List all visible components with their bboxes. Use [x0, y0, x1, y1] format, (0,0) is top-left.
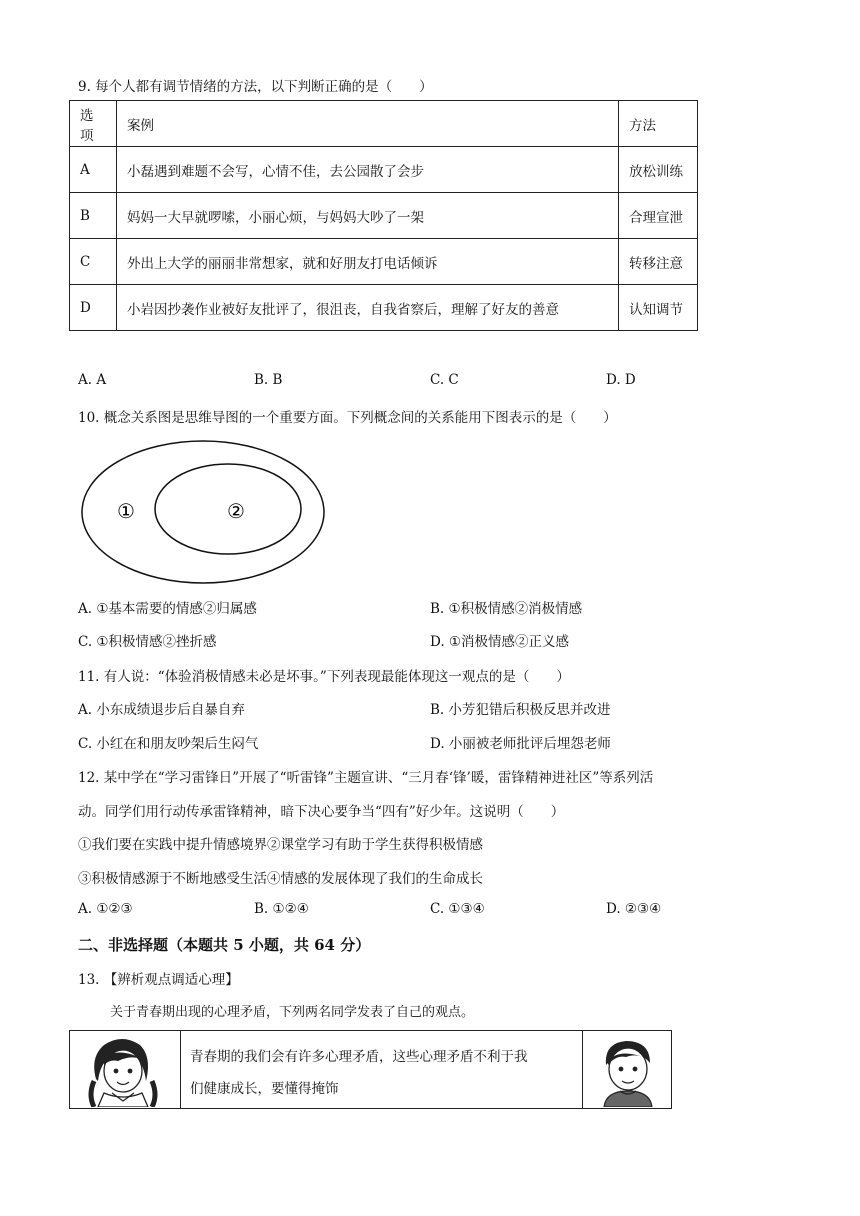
- outer-label: ①: [117, 499, 135, 523]
- table-header-cell: 案例: [117, 101, 619, 147]
- table-cell: C: [70, 239, 117, 285]
- inner-label: ②: [227, 499, 245, 523]
- table-header-cell: 选项: [70, 101, 117, 147]
- q9-option-a: A. A: [78, 372, 107, 388]
- table-cell: 转移注意: [619, 239, 698, 285]
- table-row: [70, 147, 698, 193]
- boy-student-illustration: [590, 1035, 666, 1107]
- section-heading: 二、非选择题（本题共 5 小题，共 64 分）: [78, 936, 371, 954]
- table-header-row: [70, 101, 698, 147]
- q9-option-c: C. C: [430, 372, 459, 388]
- q10-option-a: A. ①基本需要的情感②归属感: [78, 601, 257, 617]
- q12-option-a: A. ①②③: [78, 901, 133, 917]
- q12-stem-line1: 12. 某中学在“学习雷锋日”开展了“听雷锋”主题宣讲、“三月春‘锋’暖，雷锋精神进社区”等系列活: [78, 770, 654, 786]
- speech-line-1: 青春期的我们会有许多心理矛盾，这些心理矛盾不利于我: [190, 1049, 528, 1065]
- table-cell: B: [70, 193, 117, 239]
- q11-option-b: B. 小芳犯错后积极反思并改进: [430, 702, 611, 718]
- q12-stem-line2: 动。同学们用行动传承雷锋精神，暗下决心要争当“四有”好少年。这说明（ ）: [78, 804, 565, 820]
- table-cell: 放松训练: [619, 147, 698, 193]
- q9-stem: 9. 每个人都有调节情绪的方法，以下判断正确的是（ ）: [78, 79, 433, 95]
- girl-student-illustration: [84, 1035, 162, 1107]
- table-row: [70, 239, 698, 285]
- table-cell: A: [70, 147, 117, 193]
- table-cell: 小岩因抄袭作业被好友批评了，很沮丧，自我省察后，理解了好友的善意: [117, 285, 619, 331]
- q12-statement1: ①我们要在实践中提升情感境界②课堂学习有助于学生获得积极情感: [78, 837, 483, 853]
- q11-stem: 11. 有人说：“体验消极情感未必是坏事。”下列表现最能体现这一观点的是（ ）: [78, 669, 570, 685]
- table-row: [70, 285, 698, 331]
- speech-line-2: 们健康成长，要懂得掩饰: [190, 1081, 339, 1097]
- table-cell: 妈妈一大早就啰嗦，小丽心烦，与妈妈大吵了一架: [117, 193, 619, 239]
- q11-option-a: A. 小东成绩退步后自暴自弃: [78, 702, 245, 718]
- q10-option-c: C. ①积极情感②挫折感: [78, 634, 217, 650]
- table-cell: 外出上大学的丽丽非常想家，就和好朋友打电话倾诉: [117, 239, 619, 285]
- table-cell: D: [70, 285, 117, 331]
- table-header-cell: 方法: [619, 101, 698, 147]
- q11-option-d: D. 小丽被老师批评后埋怨老师: [430, 736, 611, 752]
- q12-statement2: ③积极情感源于不断地感受生活④情感的发展体现了我们的生命成长: [78, 871, 483, 887]
- q12-option-d: D. ②③④: [606, 901, 662, 917]
- q12-option-b: B. ①②④: [254, 901, 309, 917]
- q13-title: 13. 【辨析观点调适心理】: [78, 972, 239, 988]
- table-row: [70, 193, 698, 239]
- table-cell: 小磊遇到难题不会写，心情不佳，去公园散了会步: [117, 147, 619, 193]
- table-cell: 认知调节: [619, 285, 698, 331]
- q9-option-b: B. B: [254, 372, 283, 388]
- table-cell: 合理宣泄: [619, 193, 698, 239]
- concept-relation-diagram: [80, 438, 326, 586]
- q10-option-b: B. ①积极情感②消极情感: [430, 601, 583, 617]
- q9-table: [69, 100, 698, 331]
- opinion-box: [69, 1030, 672, 1109]
- q11-option-c: C. 小红在和朋友吵架后生闷气: [78, 736, 259, 752]
- q10-stem: 10. 概念关系图是思维导图的一个重要方面。下列概念间的关系能用下图表示的是（ ）: [78, 410, 617, 426]
- q13-intro: 关于青春期出现的心理矛盾，下列两名同学发表了自己的观点。: [110, 1005, 475, 1020]
- q9-option-d: D. D: [606, 372, 636, 388]
- q12-option-c: C. ①③④: [430, 901, 485, 917]
- q10-option-d: D. ①消极情感②正义感: [430, 634, 570, 650]
